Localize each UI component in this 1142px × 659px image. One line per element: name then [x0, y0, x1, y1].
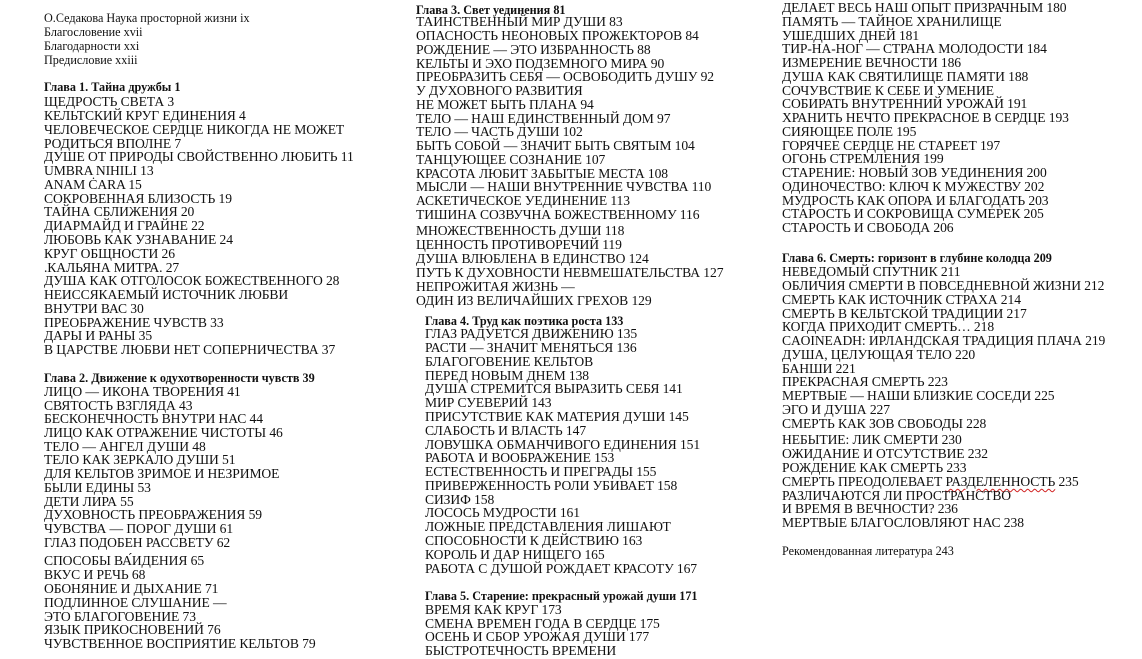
toc-entry: ЧУВСТВА — ПОРОГ ДУШИ 61	[44, 521, 234, 536]
toc-entry: ЛОВУШКА ОБМАНЧИВОГО ЕДИНЕНИЯ 151	[425, 437, 701, 452]
toc-entry: ЭТО БЛАГОГОВЕНИЕ 73	[44, 609, 196, 624]
toc-entry: ЦЕННОСТЬ ПРОТИВОРЕЧИЙ 119	[416, 237, 622, 252]
toc-entry: ДАРЫ И РАНЫ 35	[44, 328, 153, 343]
toc-entry: СМЕРТЬ КАК ИСТОЧНИК СТРАХА 214	[782, 292, 1021, 307]
toc-entry: КОРОЛЬ И ДАР НИЩЕГО 165	[425, 547, 605, 562]
toc-entry: В ЦАРСТВЕ ЛЮБВИ НЕТ СОПЕРНИЧЕСТВА 37	[44, 342, 336, 357]
toc-entry: КЕЛЬТЫ И ЭХО ПОДЗЕМНОГО МИРА 90	[416, 56, 665, 71]
toc-entry: СИЯЮЩЕЕ ПОЛЕ 195	[782, 124, 917, 139]
toc-entry: ОСЕНЬ И СБОР УРОЖАЯ ДУШИ 177	[425, 629, 650, 644]
toc-entry: ТИШИНА СОЗВУЧНА БОЖЕСТВЕННОМУ 116	[416, 207, 700, 222]
toc-entry: СВЯТОСТЬ ВЗГЛЯДА 43	[44, 398, 193, 413]
toc-entry: ТЕЛО КАК ЗЕРКАЛО ДУШИ 51	[44, 452, 236, 467]
toc-entry: ОДИН ИЗ ВЕЛИЧАЙШИХ ГРЕХОВ 129	[416, 293, 652, 308]
toc-entry: ЛОЖНЫЕ ПРЕДСТАВЛЕНИЯ ЛИШАЮТ	[425, 519, 671, 534]
toc-entry: СТАРОСТЬ И СОКРОВИЩА СУМЕРЕК 205	[782, 206, 1044, 221]
toc-entry: У ДУХОВНОГО РАЗВИТИЯ	[416, 83, 583, 98]
front-matter-entry: О.Седакова Наука просторной жизни ix	[44, 11, 250, 25]
chapter-heading: Глава 3. Свет уединения 81	[416, 3, 566, 17]
toc-entry: МЫСЛИ — НАШИ ВНУТРЕННИЕ ЧУВСТВА 110	[416, 179, 712, 194]
toc-entry: ЩЕДРОСТЬ СВЕТА 3	[44, 94, 175, 109]
toc-entry: АСКЕТИЧЕСКОЕ УЕДИНЕНИЕ 113	[416, 193, 630, 208]
toc-entry: КОГДА ПРИХОДИТ СМЕРТЬ… 218	[782, 319, 995, 334]
toc-entry: ТЕЛО — АНГЕЛ ДУШИ 48	[44, 439, 206, 454]
front-matter-entry: Благодарности xxi	[44, 39, 140, 53]
toc-entry: СТАРЕНИЕ: НОВЫЙ ЗОВ УЕДИНЕНИЯ 200	[782, 165, 1047, 180]
toc-entry: ЯЗЫК ПРИКОСНОВЕНИЙ 76	[44, 622, 221, 637]
toc-entry: ДЕТИ ЛИРА 55	[44, 494, 134, 509]
toc-entry: СМЕНА ВРЕМЕН ГОДА В СЕРДЦЕ 175	[425, 616, 660, 631]
toc-entry: ДУША КАК ОТГОЛОСОК БОЖЕСТВЕННОГО 28	[44, 273, 340, 288]
toc-entry: НЕПРОЖИТАЯ ЖИЗНЬ —	[416, 279, 575, 294]
toc-entry: ДЕЛАЕТ ВЕСЬ НАШ ОПЫТ ПРИЗРАЧНЫМ 180	[782, 0, 1067, 15]
toc-entry: БЫТЬ СОБОЙ — ЗНАЧИТ БЫТЬ СВЯТЫМ 104	[416, 138, 695, 153]
front-matter-entry: Предисловие xxiii	[44, 53, 138, 67]
toc-entry: ДУШЕ ОТ ПРИРОДЫ СВОЙСТВЕННО ЛЮБИТЬ 11	[44, 149, 354, 164]
toc-entry: ВКУС И РЕЧЬ 68	[44, 567, 146, 582]
toc-entry: ТАНЦУЮЩЕЕ СОЗНАНИЕ 107	[416, 152, 606, 167]
toc-entry: ДИАРМАЙД И ГРАЙНЕ 22	[44, 218, 205, 233]
toc-entry: .КАЛЬЯНА МИТРА. 27	[44, 260, 180, 275]
toc-entry: СОЧУВСТВИЕ К СЕБЕ И УМЕНИЕ	[782, 83, 994, 98]
chapter-heading: Глава 2. Движение к одухотворенности чувств 39	[44, 371, 315, 385]
toc-entry: ДУША КАК СВЯТИЛИЩЕ ПАМЯТИ 188	[782, 69, 1029, 84]
toc-entry: СОБИРАТЬ ВНУТРЕННИЙ УРОЖАЙ 191	[782, 96, 1028, 111]
toc-entry: ЛЮБОВЬ КАК УЗНАВАНИЕ 24	[44, 232, 233, 247]
toc-entry: НЕ МОЖЕТ БЫТЬ ПЛАНА 94	[416, 97, 594, 112]
toc-entry: МЕРТВЫЕ БЛАГОСЛОВЛЯЮТ НАС 238	[782, 515, 1024, 530]
toc-entry: ОПАСНОСТЬ НЕОНОВЫХ ПРОЖЕКТОРОВ 84	[416, 28, 699, 43]
toc-entry: РОЖДЕНИЕ КАК СМЕРТЬ 233	[782, 460, 967, 475]
toc-entry: СМЕРТЬ В КЕЛЬТСКОЙ ТРАДИЦИИ 217	[782, 306, 1027, 321]
toc-entry: МЕРТВЫЕ — НАШИ БЛИЗКИЕ СОСЕДИ 225	[782, 388, 1055, 403]
toc-entry: ЛИЦО — ИКОНА ТВОРЕНИЯ 41	[44, 384, 241, 399]
chapter-heading: Глава 1. Тайна дружбы 1	[44, 80, 181, 94]
toc-entry: ПУТЬ К ДУХОВНОСТИ НЕВМЕШАТЕЛЬСТВА 127	[416, 265, 724, 280]
toc-entry: ТЕЛО — НАШ ЕДИНСТВЕННЫЙ ДОМ 97	[416, 111, 671, 126]
toc-entry: СИЗИФ 158	[425, 492, 495, 507]
toc-entry: БЫСТРОТЕЧНОСТЬ ВРЕМЕНИ	[425, 643, 617, 658]
toc-entry: ПРЕОБРАЖЕНИЕ ЧУВСТВ 33	[44, 315, 224, 330]
toc-entry: ЧУВСТВЕННОЕ ВОСПРИЯТИЕ КЕЛЬТОВ 79	[44, 636, 316, 651]
toc-entry: СОКРОВЕННАЯ БЛИЗОСТЬ 19	[44, 191, 232, 206]
toc-entry: ОЖИДАНИЕ И ОТСУТСТВИЕ 232	[782, 446, 988, 461]
toc-entry: UMBRA NIHILI 13	[44, 163, 154, 178]
toc-entry: ЧЕЛОВЕЧЕСКОЕ СЕРДЦЕ НИКОГДА НЕ МОЖЕТ	[44, 122, 345, 137]
toc-entry: ДУША СТРЕМИТСЯ ВЫРАЗИТЬ СЕБЯ 141	[425, 381, 683, 396]
toc-entry: ПОДЛИННОЕ СЛУШАНИЕ —	[44, 595, 227, 610]
toc-entry: ХРАНИТЬ НЕЧТО ПРЕКРАСНОЕ В СЕРДЦЕ 193	[782, 110, 1069, 125]
toc-entry: ОБОНЯНИЕ И ДЫХАНИЕ 71	[44, 581, 219, 596]
toc-entry: ANAM ĊARA 15	[44, 177, 142, 192]
toc-entry: ТАИНСТВЕННЫЙ МИР ДУШИ 83	[416, 14, 623, 29]
toc-entry: СЛАБОСТЬ И ВЛАСТЬ 147	[425, 423, 587, 438]
toc-entry: ВРЕМЯ КАК КРУГ 173	[425, 602, 562, 617]
toc-entry: РАБОТА И ВООБРАЖЕНИЕ 153	[425, 450, 615, 465]
chapter-heading: Глава 5. Старение: прекрасный урожай души 171	[425, 589, 698, 603]
toc-entry: ГОРЯЧЕЕ СЕРДЦЕ НЕ СТАРЕЕТ 197	[782, 138, 1001, 153]
toc-entry: CAOINEADH: ИРЛАНДСКАЯ ТРАДИЦИЯ ПЛАЧА 219	[782, 333, 1106, 348]
toc-entry: ЛОСОСЬ МУДРОСТИ 161	[425, 505, 580, 520]
toc-entry: НЕБЫТИЕ: ЛИК СМЕРТИ 230	[782, 432, 962, 447]
toc-entry: ЭГО И ДУША 227	[782, 402, 890, 417]
toc-entry: ОГОНЬ СТРЕМЛЕНИЯ 199	[782, 151, 944, 166]
toc-entry: МНОЖЕСТВЕННОСТЬ ДУШИ 118	[416, 223, 625, 238]
toc-entry: ОБЛИЧИЯ СМЕРТИ В ПОВСЕДНЕВНОЙ ЖИЗНИ 212	[782, 278, 1105, 293]
toc-entry: ПАМЯТЬ — ТАЙНОЕ ХРАНИЛИЩЕ	[782, 14, 1002, 29]
toc-entry: ТИР-НА-НОГ — СТРАНА МОЛОДОСТИ 184	[782, 41, 1047, 56]
toc-entry: ГЛАЗ ПОДОБЕН РАССВЕТУ 62	[44, 535, 231, 550]
toc-entry: ПРЕОБРАЗИТЬ СЕБЯ — ОСВОБОДИТЬ ДУШУ 92	[416, 69, 714, 84]
chapter-heading: Глава 4. Труд как поэтика роста 133	[425, 314, 624, 328]
toc-entry: БЕСКОНЕЧНОСТЬ ВНУТРИ НАС 44	[44, 411, 263, 426]
toc-entry: ГЛАЗ РАДУЕТСЯ ДВИЖЕНИЮ 135	[425, 326, 638, 341]
toc-entry: ВНУТРИ ВАС 30	[44, 301, 144, 316]
chapter-heading: Глава 6. Смерть: горизонт в глубине колодца 209	[782, 251, 1052, 265]
toc-entry: ПРЕКРАСНАЯ СМЕРТЬ 223	[782, 374, 948, 389]
toc-entry: НЕВЕДОМЫЙ СПУТНИК 211	[782, 264, 961, 279]
toc-entry: СМЕРТЬ ПРЕОДОЛЕВАЕТ РАЗДЕЛЕННОСТЬ 235	[782, 474, 1079, 489]
toc-entry: КРАСОТА ЛЮБИТ ЗАБЫТЫЕ МЕСТА 108	[416, 166, 669, 181]
toc-entry: ЕСТЕСТВЕННОСТЬ И ПРЕГРАДЫ 155	[425, 464, 657, 479]
toc-entry: МИР СУЕВЕРИЙ 143	[425, 395, 552, 410]
toc-entry: ПЕРЕД НОВЫМ ДНЕМ 138	[425, 368, 589, 383]
toc-entry: БЛАГОГОВЕНИЕ КЕЛЬТОВ	[425, 354, 594, 369]
front-matter-entry: Рекомендованная литература 243	[782, 544, 954, 558]
toc-entry: КРУГ ОБЩНОСТИ 26	[44, 246, 175, 261]
toc-entry: ДУША ВЛЮБЛЕНА В ЕДИНСТВО 124	[416, 251, 649, 266]
toc-entry: РОЖДЕНИЕ — ЭТО ИЗБРАННОСТЬ 88	[416, 42, 651, 57]
spellcheck-underline: РАЗДЕЛЕННОСТЬ	[945, 474, 1056, 489]
toc-entry: РОДИТЬСЯ ВПОЛНЕ 7	[44, 136, 182, 151]
toc-entry: ИЗМЕРЕНИЕ ВЕЧНОСТИ 186	[782, 55, 961, 70]
toc-entry: ДЛЯ КЕЛЬТОВ ЗРИМОЕ И НЕЗРИМОЕ	[44, 466, 280, 481]
toc-entry: ПРИСУТСТВИЕ КАК МАТЕРИЯ ДУШИ 145	[425, 409, 689, 424]
toc-entry: ЛИЦО КАК ОТРАЖЕНИЕ ЧИСТОТЫ 46	[44, 425, 283, 440]
toc-entry: МУДРОСТЬ КАК ОПОРА И БЛАГОДАТЬ 203	[782, 193, 1049, 208]
toc-entry: ДУХОВНОСТЬ ПРЕОБРАЖЕНИЯ 59	[44, 507, 262, 522]
toc-entry: УШЕДШИХ ДНЕЙ 181	[782, 28, 920, 43]
toc-entry: ТАЙНА СБЛИЖЕНИЯ 20	[44, 204, 195, 219]
toc-entry: БЫЛИ ЕДИНЫ 53	[44, 480, 151, 495]
toc-entry: РАСТИ — ЗНАЧИТ МЕНЯТЬСЯ 136	[425, 340, 637, 355]
toc-entry: ТЕЛО — ЧАСТЬ ДУШИ 102	[416, 124, 583, 139]
front-matter-entry: Благословение xvii	[44, 25, 143, 39]
toc-entry: РАЗЛИЧАЮТСЯ ЛИ ПРОСТРАНСТВО	[782, 488, 1012, 503]
toc-entry: ПРИВЕРЖЕННОСТЬ РОЛИ УБИВАЕТ 158	[425, 478, 678, 493]
toc-entry: СПОСОБЫ ВА́ИДЕНИЯ 65	[44, 553, 205, 568]
toc-entry: РАБОТА С ДУШОЙ РОЖДАЕТ КРАСОТУ 167	[425, 561, 697, 576]
toc-entry: КЕЛЬТСКИЙ КРУГ ЕДИНЕНИЯ 4	[44, 108, 246, 123]
toc-entry: БАНШИ 221	[782, 361, 856, 376]
toc-entry: ОДИНОЧЕСТВО: КЛЮЧ К МУЖЕСТВУ 202	[782, 179, 1045, 194]
toc-entry: СПОСОБНОСТИ К ДЕЙСТВИЮ 163	[425, 533, 643, 548]
toc-entry: И ВРЕМЯ В ВЕЧНОСТИ? 236	[782, 501, 958, 516]
toc-entry: СМЕРТЬ КАК ЗОВ СВОБОДЫ 228	[782, 416, 987, 431]
toc-entry: ДУША, ЦЕЛУЮЩАЯ ТЕЛО 220	[782, 347, 976, 362]
toc-entry: СТАРОСТЬ И СВОБОДА 206	[782, 220, 954, 235]
toc-entry: НЕИССЯКАЕМЫЙ ИСТОЧНИК ЛЮБВИ	[44, 287, 289, 302]
